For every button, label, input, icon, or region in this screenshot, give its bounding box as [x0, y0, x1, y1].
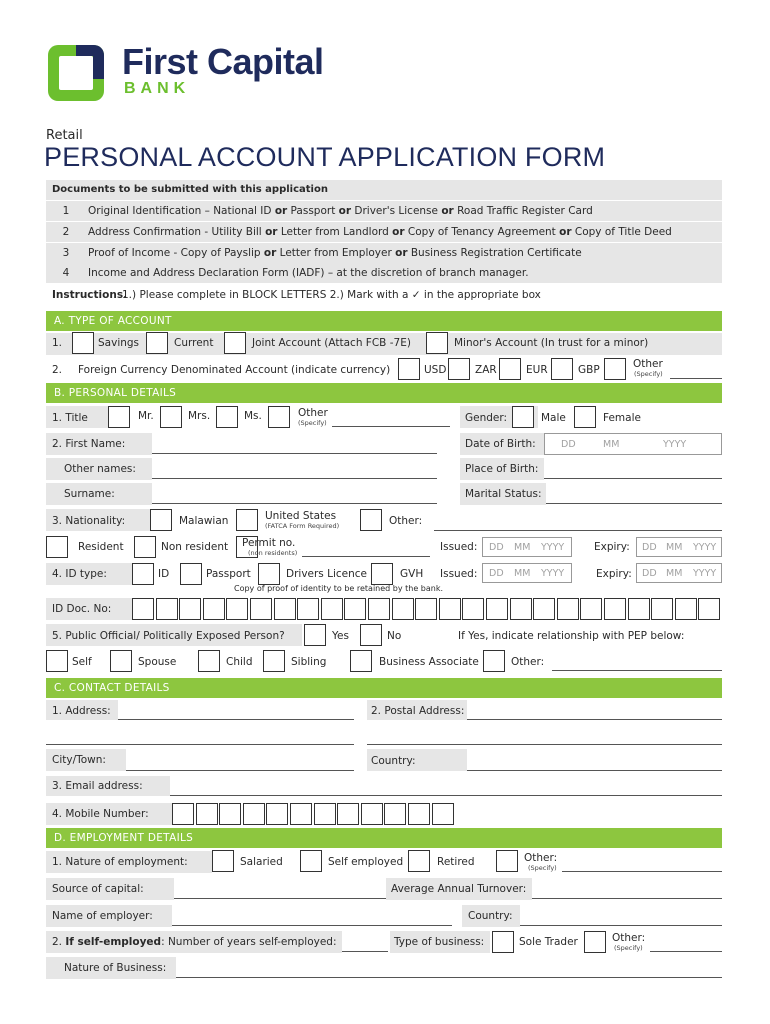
rel-sibling-label: Sibling	[291, 656, 327, 668]
other-currency-line[interactable]	[670, 378, 722, 379]
salaried-checkbox[interactable]	[212, 850, 234, 872]
first-name-label: 2. First Name:	[52, 438, 126, 450]
id-doc-cell[interactable]	[604, 598, 626, 620]
logo-mark-icon	[46, 43, 106, 103]
permit-expiry-label: Expiry:	[594, 541, 630, 553]
mobile-label: 4. Mobile Number:	[52, 808, 149, 820]
ii-dd: DD	[489, 568, 504, 579]
id-doc-cell[interactable]	[439, 598, 461, 620]
rel-child-checkbox[interactable]	[198, 650, 220, 672]
mrs-label: Mrs.	[188, 410, 211, 422]
id-doc-cell[interactable]	[392, 598, 414, 620]
other-currency-label: Other	[633, 358, 663, 370]
document-number: 3	[46, 243, 86, 263]
male-checkbox[interactable]	[512, 406, 534, 428]
document-number: 1	[46, 201, 86, 221]
self-employed-checkbox[interactable]	[300, 850, 322, 872]
id-doc-cell[interactable]	[226, 598, 248, 620]
ms-checkbox[interactable]	[216, 406, 238, 428]
business-other-label: Other:	[612, 932, 646, 944]
id-doc-cell[interactable]	[203, 598, 225, 620]
id-doc-label: ID Doc. No:	[52, 603, 112, 615]
turnover-field[interactable]	[532, 898, 722, 899]
female-checkbox[interactable]	[574, 406, 596, 428]
section-b-header: B. PERSONAL DETAILS	[46, 383, 722, 403]
sole-trader-checkbox[interactable]	[492, 931, 514, 953]
city-label: City/Town:	[52, 754, 106, 766]
id-doc-cell[interactable]	[250, 598, 272, 620]
malawian-label: Malawian	[179, 515, 229, 527]
non-resident-label: Non resident	[161, 541, 229, 553]
malawian-checkbox[interactable]	[150, 509, 172, 531]
ie-dd: DD	[642, 568, 657, 579]
dob-yyyy: YYYY	[663, 439, 687, 450]
id-doc-cell[interactable]	[132, 598, 154, 620]
id-label: ID	[158, 568, 170, 580]
rel-spouse-label: Spouse	[138, 656, 177, 668]
logo-name: First Capital	[122, 41, 324, 82]
address-field-2[interactable]	[46, 744, 354, 745]
nature-business-field[interactable]	[176, 977, 722, 978]
id-doc-cell[interactable]	[156, 598, 178, 620]
passport-label: Passport	[206, 568, 251, 580]
drivers-checkbox[interactable]	[258, 563, 280, 585]
id-doc-cell[interactable]	[274, 598, 296, 620]
passport-checkbox[interactable]	[180, 563, 202, 585]
business-other-specify: (Specify)	[614, 944, 643, 952]
joint-checkbox[interactable]	[224, 332, 246, 354]
minor-checkbox[interactable]	[426, 332, 448, 354]
pep-relation-label: If Yes, indicate relationship with PEP below:	[458, 630, 685, 642]
pi-yyyy: YYYY	[541, 542, 565, 553]
nationality-other-field[interactable]	[434, 530, 722, 531]
rel-child-label: Child	[226, 656, 253, 668]
fatca-note: (FATCA Form Required)	[265, 522, 340, 530]
female-label: Female	[603, 412, 641, 424]
ie-yyyy: YYYY	[693, 568, 717, 579]
eur-label: EUR	[526, 364, 548, 376]
document-text: Original Identification – National ID or Passport or Driver's License or Road Traffic Register Card	[82, 201, 722, 221]
address-field[interactable]	[118, 719, 354, 720]
self-employed-years-label	[52, 936, 337, 948]
document-item	[46, 263, 722, 283]
source-label: Source of capital:	[52, 883, 144, 895]
country-field[interactable]	[467, 770, 722, 771]
minor-label: Minor's Account (In trust for a minor)	[454, 337, 649, 349]
rel-associate-label: Business Associate	[379, 656, 479, 668]
city-field[interactable]	[126, 770, 354, 771]
joint-label: Joint Account (Attach FCB -7E)	[252, 337, 411, 349]
employer-label: Name of employer:	[52, 910, 153, 922]
mobile-cell[interactable]	[219, 803, 241, 825]
pe-yyyy: YYYY	[693, 542, 717, 553]
pep-no-label: No	[387, 630, 402, 642]
pep-yes-checkbox[interactable]	[304, 624, 326, 646]
copy-note: Copy of proof of identity to be retained by the bank.	[234, 584, 444, 593]
pi-dd: DD	[489, 542, 504, 553]
usd-checkbox[interactable]	[398, 358, 420, 380]
gvh-checkbox[interactable]	[371, 563, 393, 585]
other-names-field[interactable]	[152, 478, 437, 479]
self-employed-years-field[interactable]	[342, 951, 388, 952]
surname-label: Surname:	[64, 488, 115, 500]
self-employed-label: Self employed	[328, 856, 404, 868]
document-item	[46, 201, 722, 221]
id-doc-cell[interactable]	[675, 598, 697, 620]
mobile-cell[interactable]	[432, 803, 454, 825]
page-title: PERSONAL ACCOUNT APPLICATION FORM	[44, 142, 606, 172]
mobile-cell[interactable]	[314, 803, 336, 825]
mobile-cell[interactable]	[266, 803, 288, 825]
logo-sub: BANK	[124, 80, 191, 97]
dob-label: Date of Birth:	[465, 438, 536, 450]
id-doc-cell[interactable]	[628, 598, 650, 620]
first-name-field[interactable]	[152, 453, 437, 454]
dob-mm: MM	[603, 439, 620, 450]
instructions-label: Instructions.	[52, 289, 128, 301]
email-field[interactable]	[170, 795, 722, 796]
section-d-header: D. EMPLOYMENT DETAILS	[46, 828, 722, 848]
place-of-birth-label: Place of Birth:	[465, 463, 539, 475]
nationality-label: 3. Nationality:	[52, 515, 126, 527]
section-c-header: C. CONTACT DETAILS	[46, 678, 722, 698]
id-doc-cell[interactable]	[297, 598, 319, 620]
resident-checkbox[interactable]	[46, 536, 68, 558]
self-years-bold: If self-employed	[65, 936, 162, 948]
id-doc-cell[interactable]	[698, 598, 720, 620]
rel-other-label: Other:	[511, 656, 545, 668]
mobile-cell[interactable]	[408, 803, 430, 825]
id-type-label: 4. ID type:	[52, 568, 107, 580]
title-other-checkbox[interactable]	[268, 406, 290, 428]
pep-no-checkbox[interactable]	[360, 624, 382, 646]
mobile-cell[interactable]	[243, 803, 265, 825]
ii-mm: MM	[514, 568, 531, 579]
title-other-label: Other	[298, 407, 328, 419]
business-other-field[interactable]	[650, 951, 722, 952]
nationality-other-checkbox[interactable]	[360, 509, 382, 531]
form-category: Retail	[46, 128, 83, 143]
id-doc-cell[interactable]	[321, 598, 343, 620]
country-label: Country:	[371, 755, 416, 767]
section-a-header: A. TYPE OF ACCOUNT	[46, 311, 722, 331]
zar-label: ZAR	[475, 364, 497, 376]
mr-checkbox[interactable]	[108, 406, 130, 428]
source-field[interactable]	[174, 898, 386, 899]
id-doc-cell[interactable]	[580, 598, 602, 620]
bank-logo	[46, 43, 366, 103]
document-text: Proof of Income - Copy of Payslip or Letter from Employer or Business Registration Certificate	[82, 243, 722, 263]
gvh-label: GVH	[400, 568, 424, 580]
foreign-label: Foreign Currency Denominated Account (indicate currency)	[78, 364, 391, 376]
id-doc-cell[interactable]	[533, 598, 555, 620]
business-other-checkbox[interactable]	[584, 931, 606, 953]
id-checkbox[interactable]	[132, 563, 154, 585]
rel-self-checkbox[interactable]	[46, 650, 68, 672]
gender-label: Gender:	[465, 412, 508, 424]
mobile-cell[interactable]	[361, 803, 383, 825]
sole-trader-label: Sole Trader	[519, 936, 578, 948]
pep-label: 5. Public Official/ Politically Exposed Person?	[52, 630, 285, 642]
male-label: Male	[541, 412, 566, 424]
document-number: 4	[46, 263, 86, 283]
gbp-label: GBP	[578, 364, 600, 376]
turnover-label: Average Annual Turnover:	[391, 883, 527, 895]
employer-field[interactable]	[172, 925, 452, 926]
employment-other-field[interactable]	[562, 871, 722, 872]
place-of-birth-field[interactable]	[544, 478, 722, 479]
rel-self-label: Self	[72, 656, 92, 668]
employer-country-label: Country:	[468, 910, 513, 922]
ms-label: Ms.	[244, 410, 262, 422]
mobile-cell[interactable]	[290, 803, 312, 825]
rel-associate-checkbox[interactable]	[350, 650, 372, 672]
permit-field[interactable]	[302, 556, 430, 557]
drivers-label: Drivers Licence	[286, 568, 368, 580]
title-other-line[interactable]	[332, 426, 450, 427]
permit-note: (non residents)	[248, 549, 298, 557]
nature-label: 1. Nature of employment:	[52, 856, 188, 868]
employer-country-field[interactable]	[520, 925, 722, 926]
id-doc-cell[interactable]	[651, 598, 673, 620]
rel-sibling-checkbox[interactable]	[263, 650, 285, 672]
salaried-label: Salaried	[240, 856, 283, 868]
permit-issued-label: Issued:	[440, 541, 478, 553]
id-issued-label: Issued:	[440, 568, 478, 580]
id-doc-cell[interactable]	[510, 598, 532, 620]
title-other-specify: (Specify)	[298, 419, 327, 427]
rel-other-checkbox[interactable]	[483, 650, 505, 672]
address-label: 1. Address:	[52, 705, 111, 717]
us-label: United States	[265, 510, 337, 522]
documents-heading: Documents to be submitted with this application	[46, 180, 722, 200]
id-doc-cell[interactable]	[557, 598, 579, 620]
nature-business-label: Nature of Business:	[64, 962, 167, 974]
pep-yes-label: Yes	[332, 630, 349, 642]
surname-field[interactable]	[152, 503, 437, 504]
eur-checkbox[interactable]	[499, 358, 521, 380]
marital-field[interactable]	[546, 503, 722, 504]
id-doc-cell[interactable]	[368, 598, 390, 620]
ie-mm: MM	[666, 568, 683, 579]
dob-dd: DD	[561, 439, 576, 450]
document-item	[46, 243, 722, 263]
mr-label: Mr.	[138, 410, 154, 422]
instructions-row	[46, 285, 722, 305]
mobile-cell[interactable]	[196, 803, 218, 825]
savings-label: Savings	[98, 337, 140, 349]
permit-label: Permit no.	[242, 537, 296, 549]
self-years-prefix: 2.	[52, 936, 66, 948]
savings-checkbox[interactable]	[72, 332, 94, 354]
email-label: 3. Email address:	[52, 780, 143, 792]
gbp-checkbox[interactable]	[551, 358, 573, 380]
id-doc-cell[interactable]	[344, 598, 366, 620]
current-checkbox[interactable]	[146, 332, 168, 354]
pi-mm: MM	[514, 542, 531, 553]
mrs-checkbox[interactable]	[160, 406, 182, 428]
postal-field[interactable]	[467, 719, 722, 720]
id-doc-cell[interactable]	[415, 598, 437, 620]
marital-label: Marital Status:	[465, 488, 542, 500]
current-label: Current	[174, 337, 214, 349]
mobile-cell[interactable]	[384, 803, 406, 825]
row1-num: 1.	[52, 337, 63, 349]
other-currency-specify: (Specify)	[634, 370, 663, 378]
row2-num: 2.	[52, 364, 63, 376]
mobile-cell[interactable]	[172, 803, 194, 825]
zar-checkbox[interactable]	[448, 358, 470, 380]
non-resident-checkbox[interactable]	[134, 536, 156, 558]
instructions-text: 1.) Please complete in BLOCK LETTERS 2.) Mark with a ✓ in the appropriate box	[122, 289, 541, 301]
pe-mm: MM	[666, 542, 683, 553]
employment-other-specify: (Specify)	[528, 864, 557, 872]
resident-label: Resident	[78, 541, 124, 553]
other-currency-checkbox[interactable]	[604, 358, 626, 380]
document-text: Address Confirmation - Utility Bill or Letter from Landlord or Copy of Tenancy Agreement or Copy of Title Deed	[82, 222, 722, 242]
nationality-other-label: Other:	[389, 515, 423, 527]
id-expiry-label: Expiry:	[596, 568, 632, 580]
employment-other-checkbox[interactable]	[496, 850, 518, 872]
usd-label: USD	[424, 364, 447, 376]
mobile-cell[interactable]	[337, 803, 359, 825]
id-doc-cell[interactable]	[486, 598, 508, 620]
us-checkbox[interactable]	[236, 509, 258, 531]
id-doc-cell[interactable]	[462, 598, 484, 620]
other-names-label: Other names:	[64, 463, 136, 475]
document-text: Income and Address Declaration Form (IADF) – at the discretion of branch manager.	[82, 263, 722, 283]
retired-label: Retired	[437, 856, 475, 868]
postal-label: 2. Postal Address:	[371, 705, 465, 717]
title-label: 1. Title	[52, 412, 88, 424]
rel-other-field[interactable]	[552, 670, 722, 671]
business-type-label: Type of business:	[394, 936, 485, 948]
document-number: 2	[46, 222, 86, 242]
ii-yyyy: YYYY	[541, 568, 565, 579]
pe-dd: DD	[642, 542, 657, 553]
retired-checkbox[interactable]	[408, 850, 430, 872]
employment-other-label: Other:	[524, 852, 558, 864]
document-item	[46, 222, 722, 242]
self-years-rest: : Number of years self-employed:	[161, 936, 337, 948]
postal-field-2[interactable]	[367, 744, 722, 745]
id-doc-cell[interactable]	[179, 598, 201, 620]
rel-spouse-checkbox[interactable]	[110, 650, 132, 672]
